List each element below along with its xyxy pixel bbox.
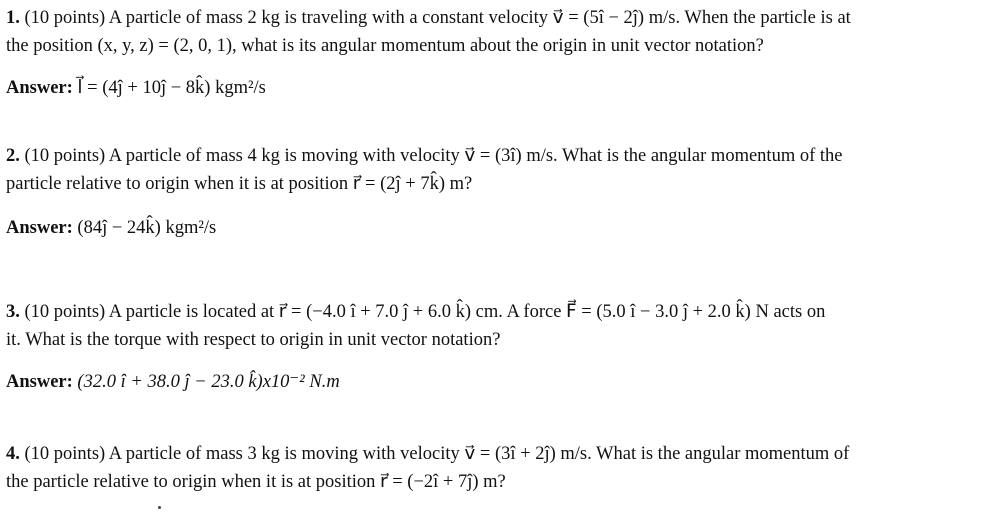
answer-1: [6, 74, 994, 102]
problem-1-text-2: the position (x, y, z) = (2, 0, 1), what is its angular momentum about the origin in unit vector notation?: [6, 36, 764, 56]
problem-2-text-1: (10 points) A particle of mass 4 kg is moving with velocity v⃗ = (3î) m/s. What is the angular momentum of the: [24, 146, 843, 166]
problem-3-text-1: (10 points) A particle is located at r⃗ = (−4.0 î + 7.0 ĵ + 6.0 k̂) cm. A force F⃗ = (5.0 î − 3.0 ĵ + 2.0 k̂) N acts on: [24, 302, 826, 322]
problem-1-text-1: (10 points) A particle of mass 2 kg is traveling with a constant velocity v⃗ = (5î − 2ĵ) m/s. When the particle is at: [24, 8, 851, 28]
answer-2-value: (84ĵ − 24k̂) kgm²/s: [77, 218, 217, 238]
problem-3-number: 3.: [6, 302, 20, 322]
answer-2-label: Answer:: [6, 218, 73, 238]
problem-4-text-2: the particle relative to origin when it is at position r⃗ = (−2î + 7ĵ) m?: [6, 472, 506, 492]
problem-4-number: 4.: [6, 444, 20, 464]
problem-1-number: 1.: [6, 8, 20, 28]
problem-4-line-1: [6, 440, 994, 468]
problem-3-text-2: it. What is the torque with respect to origin in unit vector notation?: [6, 330, 501, 350]
problem-3-line-1: [6, 298, 994, 326]
partial-glyph-mark: [158, 506, 161, 509]
problem-3: [6, 298, 994, 354]
problem-4-text-1: (10 points) A particle of mass 3 kg is moving with velocity v⃗ = (3î + 2ĵ) m/s. What is the angular momentum of: [24, 444, 850, 464]
problem-2-line-1: [6, 142, 994, 170]
answer-3-label: Answer:: [6, 372, 73, 392]
problem-2: [6, 142, 994, 198]
answer-1-value: l⃗ = (4ĵ + 10ĵ − 8k̂) kgm²/s: [77, 78, 266, 98]
problem-1: [6, 4, 994, 60]
answer-1-label: Answer:: [6, 78, 73, 98]
problem-2-number: 2.: [6, 146, 20, 166]
problem-4: [6, 440, 994, 496]
answer-2: [6, 214, 994, 242]
answer-3: [6, 368, 994, 396]
problem-2-text-2: particle relative to origin when it is at position r⃗ = (2ĵ + 7k̂) m?: [6, 174, 473, 194]
answer-3-value: (32.0 î + 38.0 ĵ − 23.0 k̂)x10⁻² N.m: [77, 372, 340, 392]
problem-1-line-1: [6, 4, 994, 32]
